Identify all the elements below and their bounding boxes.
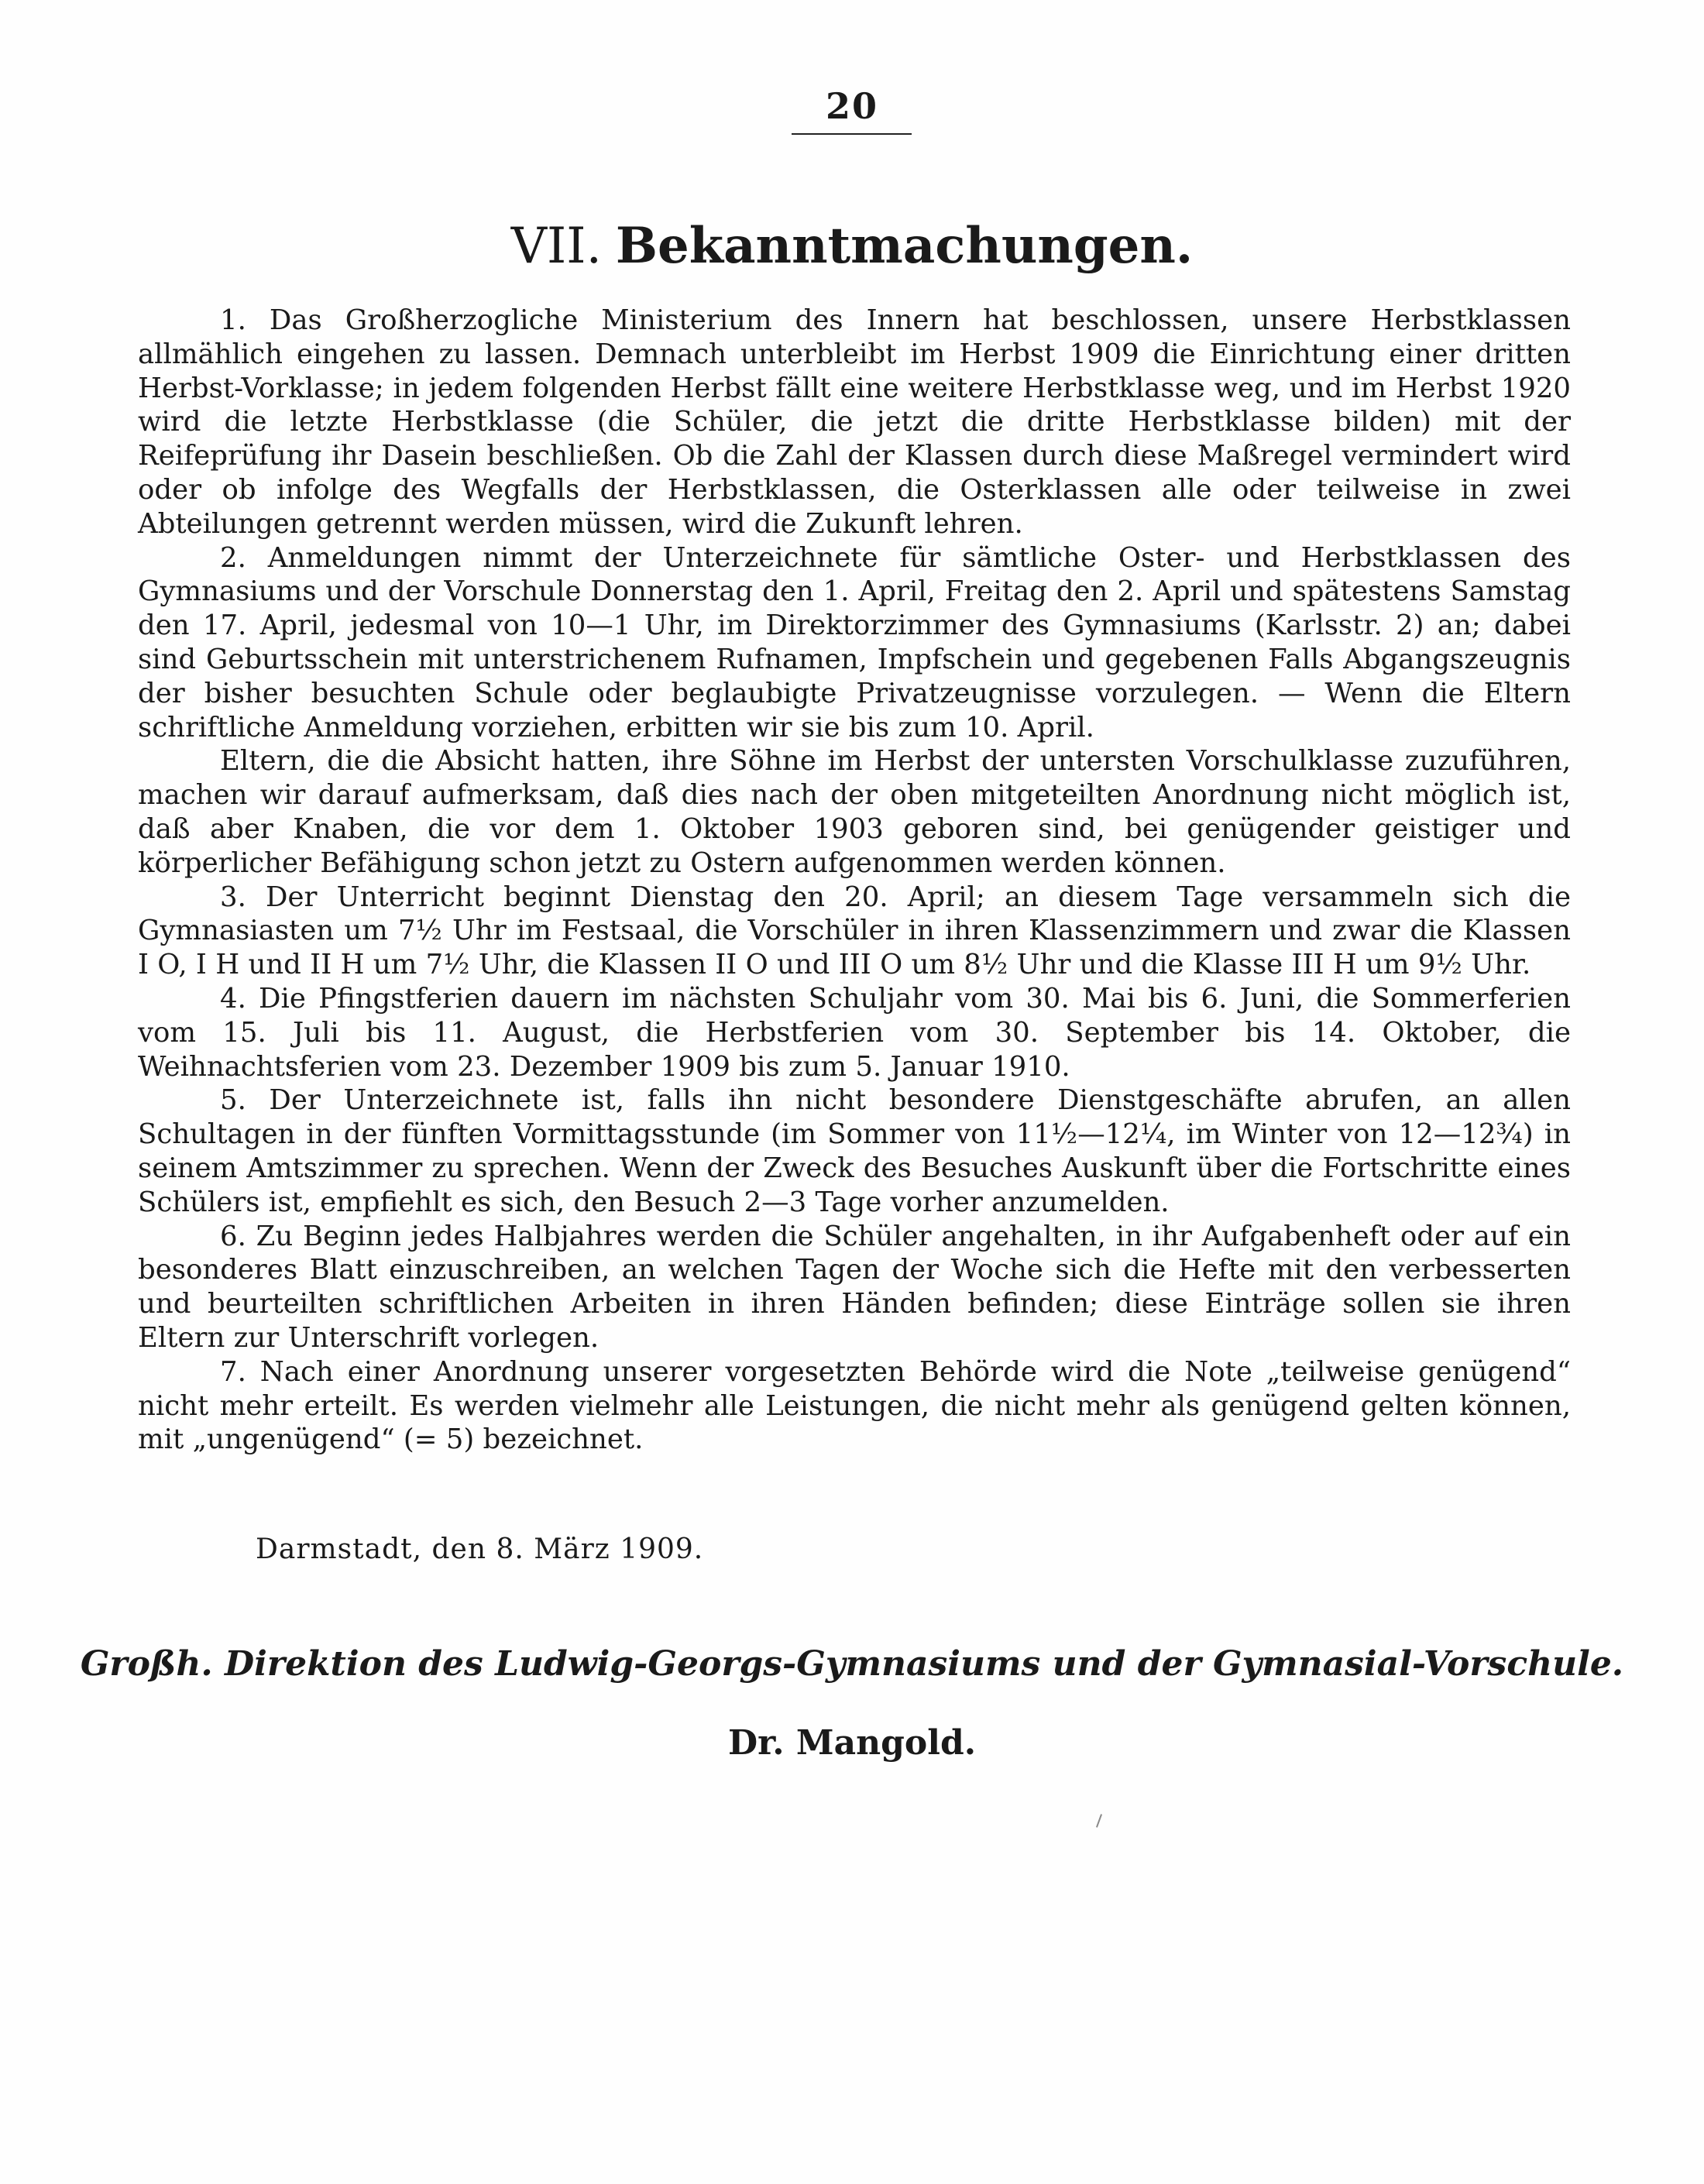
paragraph-3: 3. Der Unterricht beginnt Dienstag den 20. April; an diesem Tage versammeln sich die Gymnasiasten um 7½ Uhr im Festsaal, die Vorschüler in ihren Klassenzimmern und zwar die Klassen I O, I H und II H um 7½ Uhr, die Klassen II O und III O um 8½ Uhr und die Klasse III H um 9½ Uhr. bbox=[138, 881, 1571, 981]
paragraph-4: 4. Die Pfingstferien dauern im nächsten Schuljahr vom 30. Mai bis 6. Juni, die Sommerferien vom 15. Juli bis 11. August, die Herbstferien vom 30. September bis 14. Oktober, die Weihnachtsferien vom 23. Dezember 1909 bis zum 5. Januar 1910. bbox=[138, 982, 1571, 1083]
paragraph-7: 7. Nach einer Anordnung unserer vorgesetzten Behörde wird die Note „teilweise genügend“ nicht mehr erteilt. Es werden vielmehr alle Leistungen, die nicht mehr als genügend gelten können, mit „ungenügend“ (= 5) bezeichnet. bbox=[138, 1355, 1571, 1456]
page-number: 20 bbox=[825, 85, 878, 127]
paragraph-5: 5. Der Unterzeichnete ist, falls ihn nicht besondere Dienstgeschäfte abrufen, an allen Schultagen in der fünften Vormittagsstunde (im Sommer von 11½—12¼, im Winter von 12—12¾) in seinem Amtszimmer zu sprechen. Wenn der Zweck des Besuches Auskunft über die Fortschritte eines Schülers ist, empfiehlt es sich, den Besuch 2—3 Tage vorher anzumelden. bbox=[138, 1084, 1571, 1218]
signature-organization: Großh. Direktion des Ludwig-Georgs-Gymnasiums und der Gymnasial-Vorschule. bbox=[80, 1644, 1624, 1684]
scan-mark bbox=[1096, 1814, 1102, 1828]
paragraph-6: 6. Zu Beginn jedes Halbjahres werden die Schüler angehalten, in ihr Aufgabenheft oder auf ein besonderes Blatt einzuschreiben, an welchen Tagen der Woche sich die Hefte mit den verbesserten und beurteilten schriftlichen Arbeiten in ihren Händen befinden; diese Einträge sollen sie ihren Eltern zur Unterschrift vorlegen. bbox=[138, 1220, 1571, 1354]
section-heading bbox=[0, 217, 1704, 275]
signature-name: Dr. Mangold. bbox=[727, 1723, 977, 1763]
paragraph-2b: Eltern, die die Absicht hatten, ihre Söhne im Herbst der untersten Vorschulklasse zuzuführen, machen wir darauf aufmerksam, daß dies nach der oben mitgeteilten Anordnung nicht möglich ist, daß aber Knaben, die vor dem 1. Oktober 1903 geboren sind, bei genügender geistiger und körperlicher Befähigung schon jetzt zu Ostern aufgenommen werden können. bbox=[138, 745, 1571, 879]
section-title: Bekanntmachungen. bbox=[615, 217, 1194, 275]
page-number-rule bbox=[792, 133, 912, 135]
announcements-body bbox=[138, 304, 1571, 1457]
dateline: Darmstadt, den 8. März 1909. bbox=[256, 1533, 704, 1565]
paragraph-2: 2. Anmeldungen nimmt der Unterzeichnete für sämtliche Oster- und Herbstklassen des Gymnasiums und der Vorschule Donnerstag den 1. April, Freitag den 2. April und spätestens Samstag den 17. April, jedesmal von 10—1 Uhr, im Direktorzimmer des Gymnasiums (Karlsstr. 2) an; dabei sind Geburtsschein mit unterstrichenem Rufnamen, Impfschein und gegebenen Falls Abgangszeugnis der bisher besuchten Schule oder beglaubigte Privatzeugnisse vorzulegen. — Wenn die Eltern schriftliche Anmeldung vorziehen, erbitten wir sie bis zum 10. April. bbox=[138, 541, 1571, 743]
paragraph-1: 1. Das Großherzogliche Ministerium des Innern hat beschlossen, unsere Herbstklassen allmählich eingehen zu lassen. Demnach unterbleibt im Herbst 1909 die Einrichtung einer dritten Herbst-Vorklasse; in jedem folgenden Herbst fällt eine weitere Herbstklasse weg, und im Herbst 1920 wird die letzte Herbstklasse (die Schüler, die jetzt die dritte Herbstklasse bilden) mit der Reifeprüfung ihr Dasein beschließen. Ob die Zahl der Klassen durch diese Maßregel vermindert wird oder ob infolge des Wegfalls der Herbstklassen, die Osterklassen alle oder teilweise in zwei Abteilungen getrennt werden müssen, wird die Zukunft lehren. bbox=[138, 304, 1571, 540]
section-numeral: VII. bbox=[510, 218, 602, 275]
